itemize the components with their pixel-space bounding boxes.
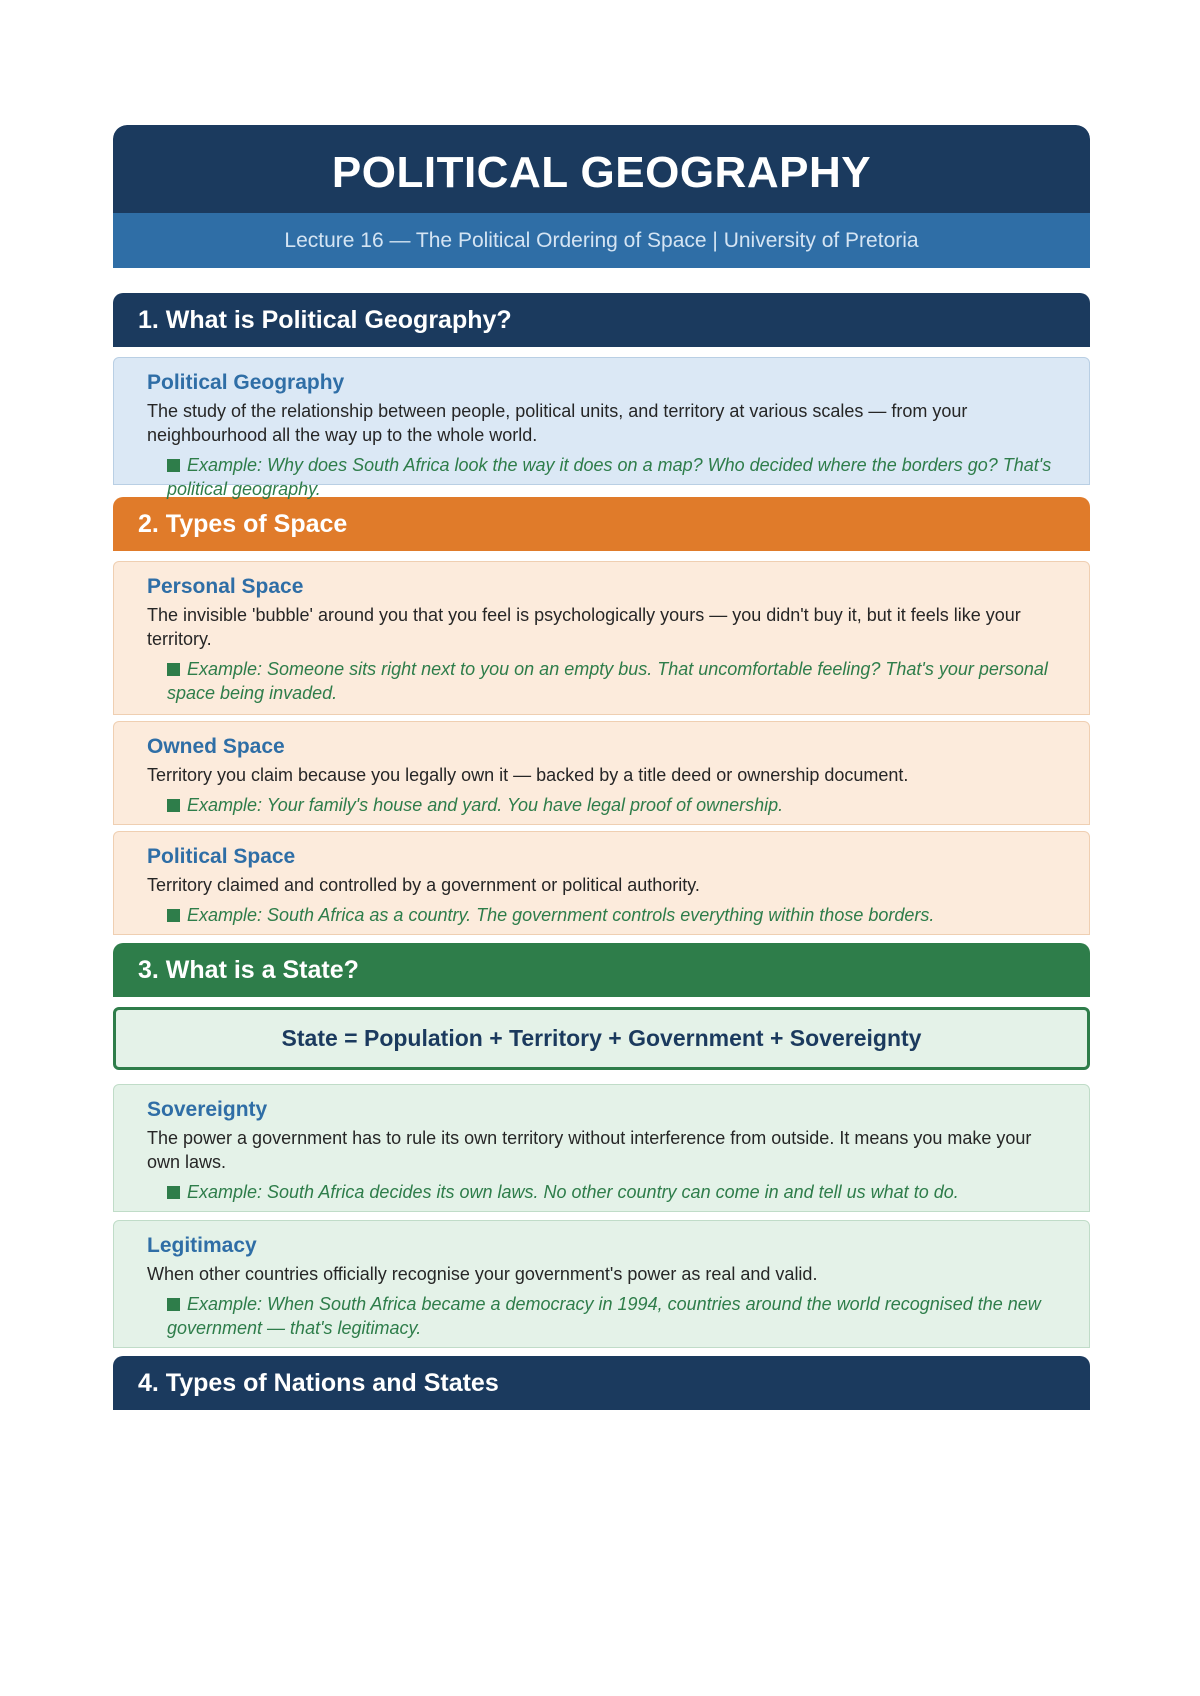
- state-formula-box: [113, 1007, 1090, 1070]
- concept-definition: Territory you claim because you legally own it — backed by a title deed or ownership document.: [147, 765, 909, 785]
- document-title: POLITICAL GEOGRAPHY: [331, 148, 872, 197]
- concept-card-political-geography: [113, 357, 1090, 499]
- section-heading-text: 1. What is Political Geography?: [138, 305, 512, 334]
- concept-title: Legitimacy: [147, 1234, 257, 1257]
- concept-example: [147, 793, 1067, 817]
- concept-example: [147, 1180, 1067, 1204]
- document-page: [113, 125, 1090, 1410]
- example-text: Example: South Africa decides its own laws. No other country can come in and tell us what to do.: [187, 1182, 959, 1202]
- square-bullet-icon: [167, 459, 180, 472]
- document-subtitle: Lecture 16 — The Political Ordering of Space | University of Pretoria: [284, 228, 919, 252]
- concept-example: [147, 657, 1067, 705]
- concept-definition: When other countries officially recognise your government's power as real and valid.: [147, 1264, 818, 1284]
- section-heading-text: 3. What is a State?: [138, 955, 359, 984]
- concept-title: Political Space: [147, 845, 296, 868]
- concept-example: [147, 903, 1067, 927]
- concept-card-legitimacy: [113, 1220, 1090, 1348]
- concept-title: Sovereignty: [147, 1098, 268, 1121]
- square-bullet-icon: [167, 1186, 180, 1199]
- concept-definition: The invisible 'bubble' around you that you feel is psychologically yours — you didn't buy it, but it feels like your territory.: [147, 605, 1021, 649]
- concept-title: Personal Space: [147, 575, 304, 598]
- concept-definition: The study of the relationship between people, political units, and territory at various scales — from your neighbourhood all the way up to the whole world.: [147, 401, 968, 445]
- example-text: Example: Someone sits right next to you on an empty bus. That uncomfortable feeling? That's your personal space being invaded.: [167, 659, 1048, 703]
- section-heading-text: 2. Types of Space: [138, 509, 348, 538]
- concept-title: Owned Space: [147, 735, 285, 758]
- concept-card-owned-space: [113, 721, 1090, 825]
- concept-example: [147, 1292, 1067, 1340]
- square-bullet-icon: [167, 909, 180, 922]
- section-heading-3: [113, 943, 1090, 997]
- concept-definition: The power a government has to rule its own territory without interference from outside. It means you make your own laws.: [147, 1128, 1032, 1172]
- concept-title: Political Geography: [147, 371, 345, 394]
- section-heading-1: [113, 293, 1090, 347]
- title-bar: [113, 125, 1090, 213]
- square-bullet-icon: [167, 799, 180, 812]
- example-text: Example: South Africa as a country. The government controls everything within those borders.: [187, 905, 935, 925]
- concept-card-political-space: [113, 831, 1090, 935]
- example-text: Example: When South Africa became a democracy in 1994, countries around the world recognised the new government — that's legitimacy.: [167, 1294, 1041, 1338]
- title-banner: [113, 125, 1090, 268]
- section-heading-4: [113, 1356, 1090, 1410]
- example-text: Example: Why does South Africa look the way it does on a map? Who decided where the borders go? That's political geography.: [167, 455, 1052, 499]
- concept-card-sovereignty: [113, 1084, 1090, 1212]
- subtitle-bar: [113, 213, 1090, 268]
- concept-definition: Territory claimed and controlled by a government or political authority.: [147, 875, 700, 895]
- concept-card-personal-space: [113, 561, 1090, 715]
- example-text: Example: Your family's house and yard. You have legal proof of ownership.: [187, 795, 784, 815]
- section-heading-2: [113, 497, 1090, 551]
- square-bullet-icon: [167, 663, 180, 676]
- square-bullet-icon: [167, 1298, 180, 1311]
- section-heading-text: 4. Types of Nations and States: [138, 1368, 499, 1397]
- state-formula: State = Population + Territory + Government + Sovereignty: [281, 1025, 922, 1051]
- concept-example: [147, 453, 1067, 501]
